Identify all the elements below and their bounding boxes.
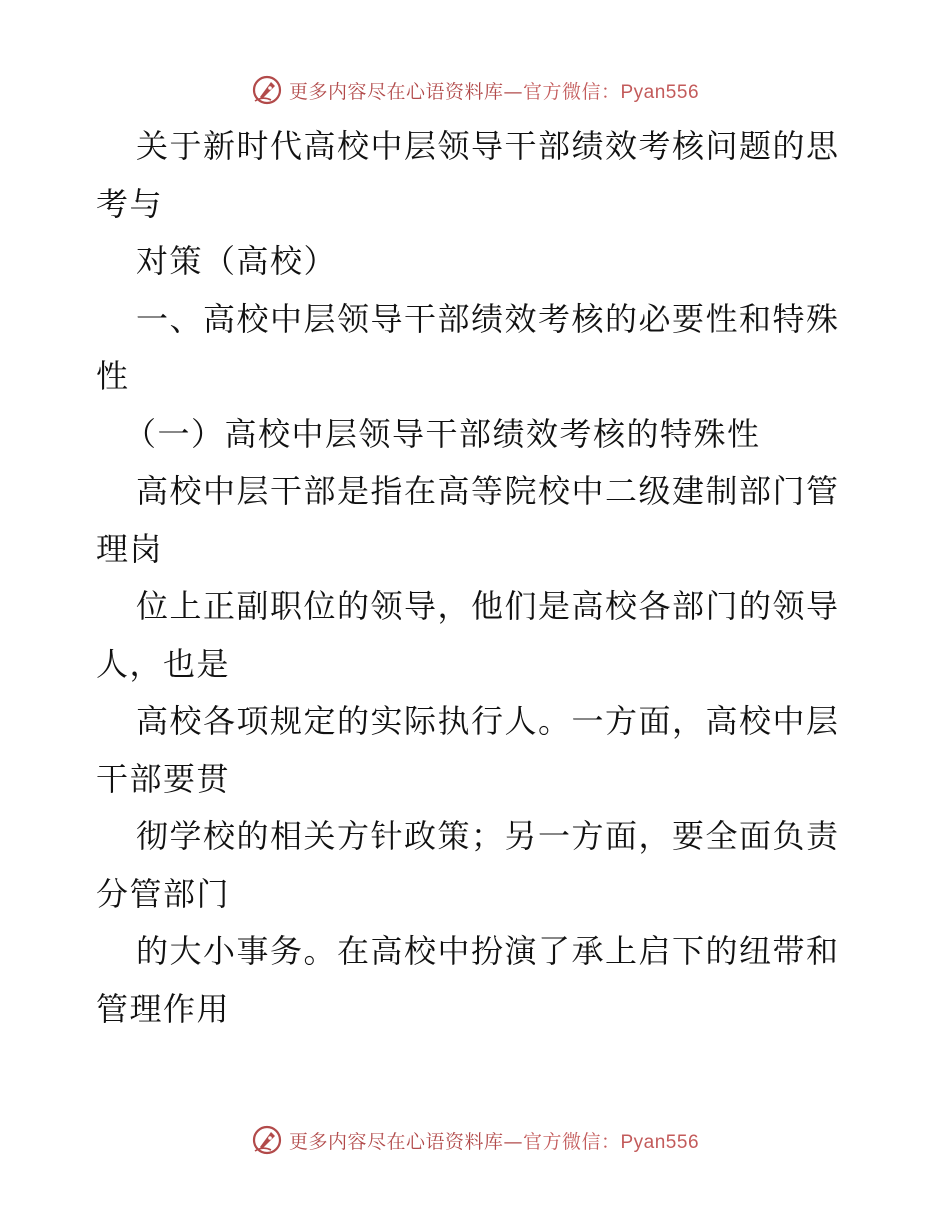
watermark-brand: 更多内容尽在心语资料库 (288, 1130, 504, 1153)
paragraph-line: 高校中层干部是指在高等院校中二级建制部门管 (136, 472, 840, 510)
paragraph-line: 的大小事务。在高校中扮演了承上启下的纽带和 (136, 932, 840, 970)
paragraph-line: 人，也是 (96, 644, 231, 683)
watermark-separator: — (503, 80, 523, 103)
section-heading-line-1: 一、高校中层领导干部绩效考核的必要性和特殊 (136, 299, 840, 338)
watermark-wechat-id: Pyan556 (620, 81, 700, 103)
document-body (96, 118, 856, 1038)
subsection-heading: （一）高校中层领导干部绩效考核的特殊性 (124, 414, 761, 453)
watermark-brand: 更多内容尽在心语资料库 (288, 80, 504, 103)
document-subtitle: 对策（高校） (136, 242, 338, 280)
watermark-text (289, 1127, 699, 1154)
watermark-wechat-label: 官方微信： (522, 80, 621, 103)
paragraph-line: 高校各项规定的实际执行人。一方面，高校中层 (136, 702, 840, 740)
document-title-line-2: 考与 (96, 184, 164, 223)
paragraph-line: 位上正副职位的领导，他们是高校各部门的领导 (136, 587, 840, 625)
header-watermark (0, 70, 950, 110)
paragraph-line: 干部要贯 (96, 759, 231, 798)
watermark-text (289, 77, 699, 104)
paragraph-line: 分管部门 (96, 874, 231, 913)
paragraph-line: 彻学校的相关方针政策；另一方面，要全面负责 (136, 817, 840, 855)
watermark-separator: — (503, 1130, 523, 1153)
document-title-line-1: 关于新时代高校中层领导干部绩效考核问题的思 (136, 127, 840, 165)
paragraph-line: 管理作用 (96, 989, 231, 1028)
footer-watermark (0, 1120, 950, 1160)
watermark-wechat-label: 官方微信： (522, 1130, 621, 1153)
paragraph-line: 理岗 (96, 529, 164, 568)
watermark-wechat-id: Pyan556 (620, 1131, 700, 1153)
pen-nib-seal-icon (251, 1124, 283, 1156)
section-heading-line-2: 性 (96, 357, 130, 395)
pen-nib-seal-icon (251, 74, 283, 106)
